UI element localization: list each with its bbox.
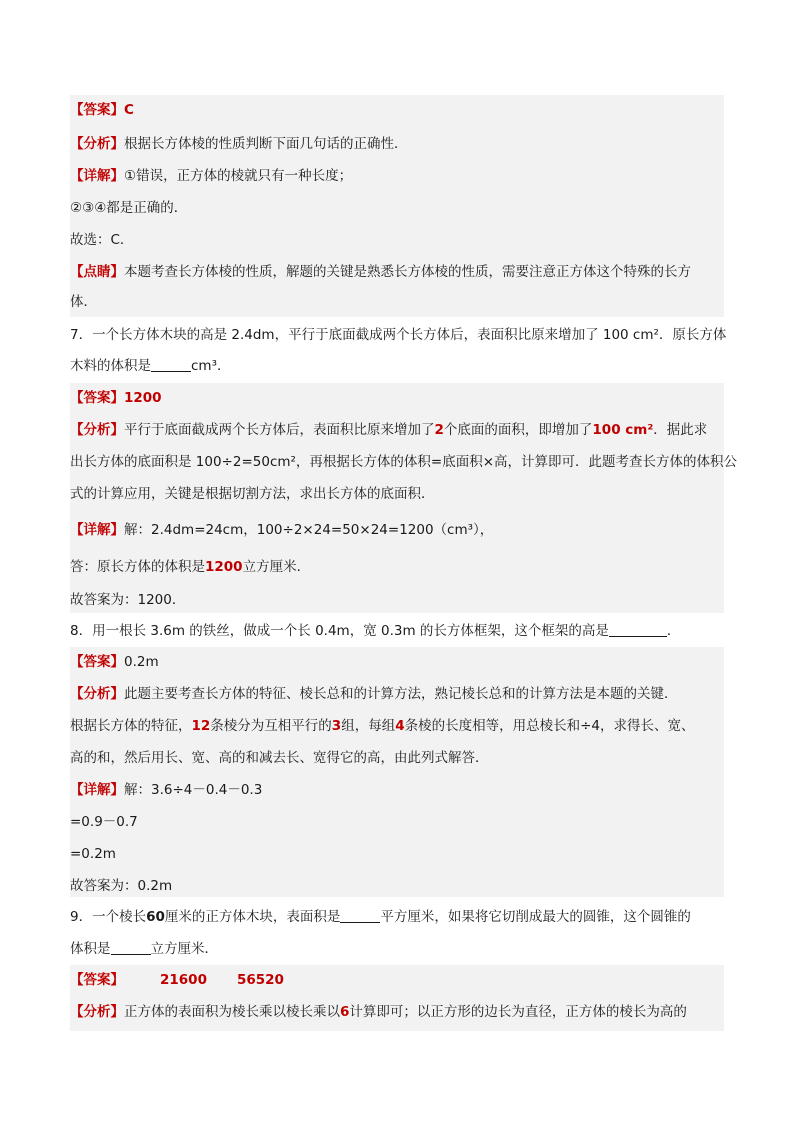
answer-line: 【答案】1200 xyxy=(70,390,162,406)
conclusion-line: 答：原长方体的体积是1200立方厘米． xyxy=(70,559,311,575)
detail-line-2: ②③④都是正确的． xyxy=(70,200,188,216)
analysis-line-3: 式的计算应用，关键是根据切割方法，求出长方体的底面积． xyxy=(70,486,435,502)
detail-line: 【详解】解：2.4dm=24cm，100÷2×24=50×24=1200（cm³）， xyxy=(70,522,494,538)
answer-blank xyxy=(111,940,151,955)
detail-line: 【详解】解：3.6÷4－0.4－0.3 xyxy=(70,782,263,798)
analysis-line: 【分析】根据长方体棱的性质判断下面几句话的正确性． xyxy=(70,136,408,152)
answer-blank xyxy=(340,908,380,923)
question-7-stem-2: 木料的体积是 cm³． xyxy=(70,358,231,374)
answer-blank xyxy=(151,357,191,372)
choose-line: 故选：C． xyxy=(70,232,134,248)
analysis-line: 【分析】此题主要考查长方体的特征、棱长总和的计算方法，熟记棱长总和的计算方法是本题的关键． xyxy=(70,686,678,702)
question-7-stem: 7．一个长方体木块的高是 2.4dm，平行于底面截成两个长方体后，表面积比原来增加了 100 cm²．原长方体 xyxy=(70,327,727,343)
answer-blank xyxy=(609,622,667,637)
answer-line: 【答案】 21600 56520 xyxy=(70,972,284,988)
analysis-line-2: 出长方体的底面积是 100÷2=50cm²，再根据长方体的体积=底面积×高，计算即可．此题考查长方体的体积公 xyxy=(70,454,738,470)
question-9-stem-2: 体积是 立方厘米． xyxy=(70,941,218,957)
final-answer-line: 故答案为：1200． xyxy=(70,592,186,608)
calc-step: =0.9－0.7 xyxy=(70,814,138,830)
calc-step: =0.2m xyxy=(70,846,116,862)
analysis-line: 【分析】正方体的表面积为棱长乘以棱长乘以6计算即可；以正方形的边长为直径，正方体的棱长为高的 xyxy=(70,1004,687,1020)
analysis-line: 【分析】平行于底面截成两个长方体后，表面积比原来增加了2个底面的面积，即增加了100 cm²．据此求 xyxy=(70,422,708,438)
answer-line: 【答案】0.2m xyxy=(70,654,159,670)
detail-line: 【详解】①错误，正方体的棱就只有一种长度； xyxy=(70,168,353,184)
final-answer-line: 故答案为：0.2m xyxy=(70,878,173,894)
analysis-line-2: 根据长方体的特征，12条棱分为互相平行的3组，每组4条棱的长度相等，用总棱长和÷4，求得长、宽、 xyxy=(70,718,695,734)
answer-line: 【答案】C xyxy=(70,102,134,118)
analysis-line-3: 高的和，然后用长、宽、高的和减去长、宽得它的高，由此列式解答． xyxy=(70,750,489,766)
comment-line: 【点睛】本题考查长方体棱的性质，解题的关键是熟悉长方体棱的性质，需要注意正方体这个特殊的长方 xyxy=(70,264,691,280)
comment-line-2: 体． xyxy=(70,294,97,310)
question-9-stem: 9．一个棱长60厘米的正方体木块，表面积是 平方厘米，如果将它切削成最大的圆锥，这个圆锥的 xyxy=(70,909,691,925)
question-8-stem: 8．用一根长 3.6m 的铁丝，做成一个长 0.4m，宽 0.3m 的长方体框架，这个框架的高是 ． xyxy=(70,623,681,639)
